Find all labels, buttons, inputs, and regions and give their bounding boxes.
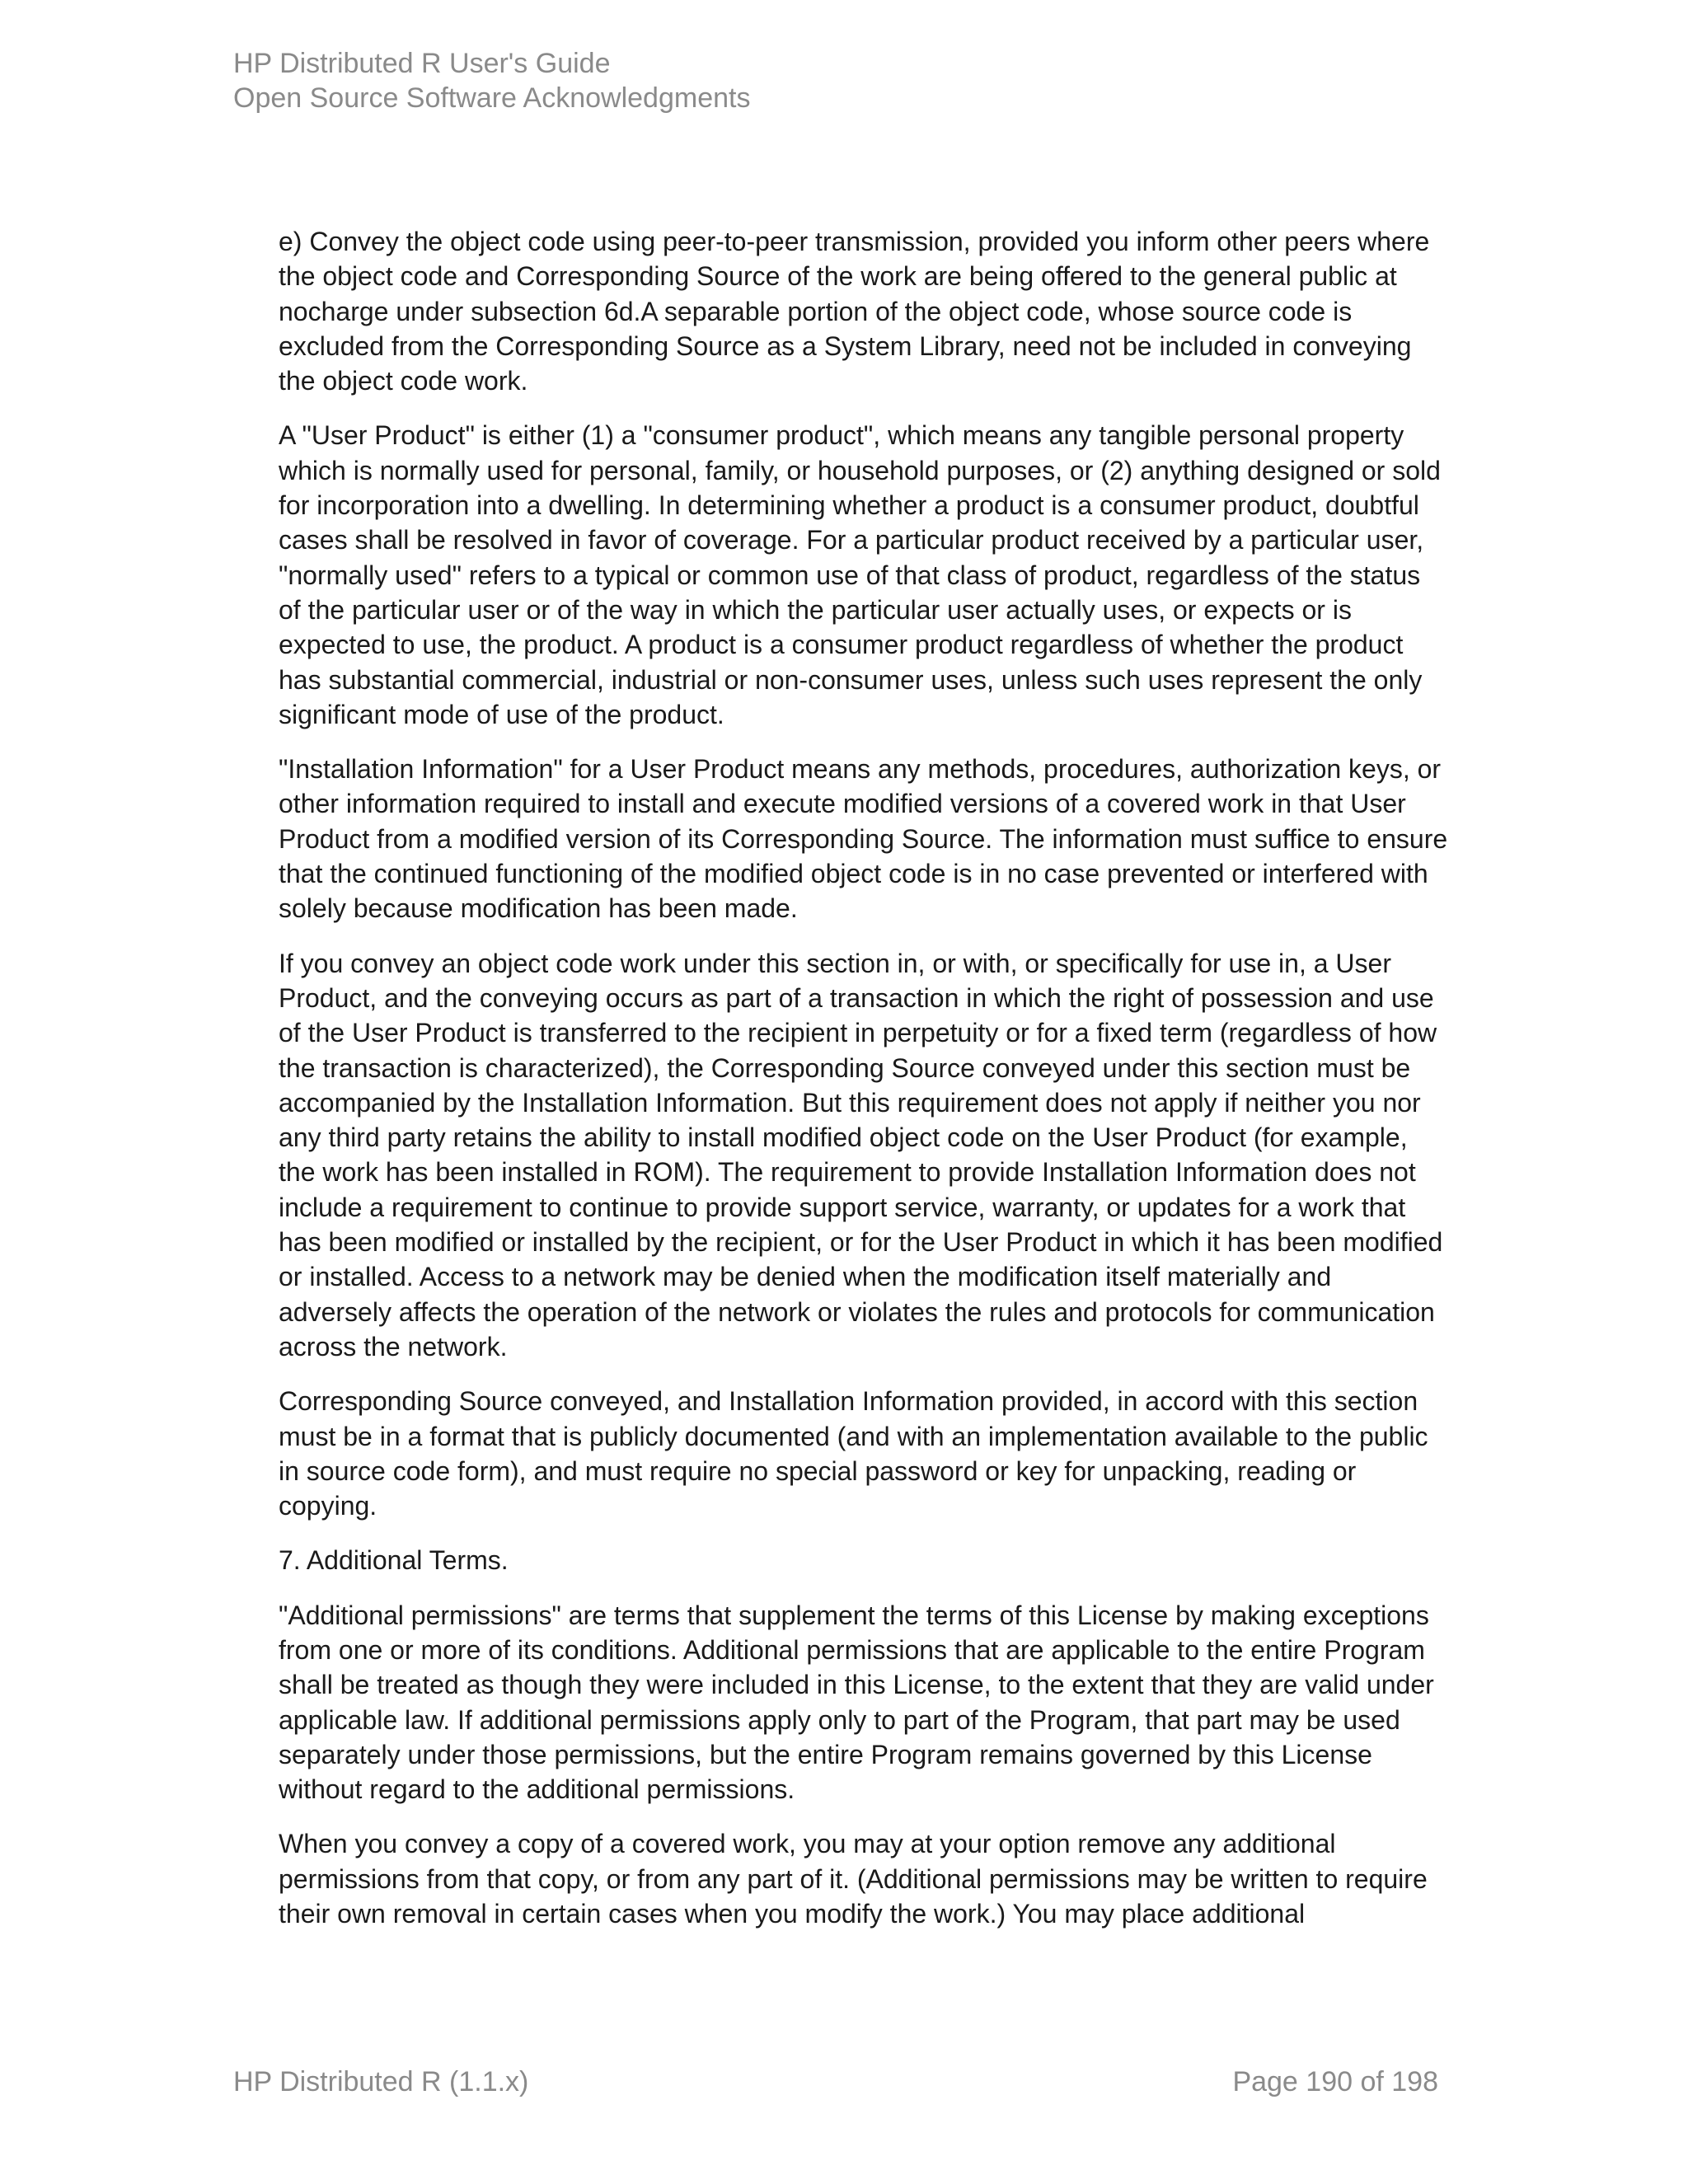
paragraph-6: "Additional permissions" are terms that supplement the terms of this License by making exceptions from one or more of its conditions. Additional permissions that are applicable to the entire Program shall be treated as though they were included in this License, to the extent that they are valid under applicable law. If additional permissions apply only to part of the Program, that part may be used separately under those permissions, but the entire Program remains governed by this License without regard to the additional permissions. bbox=[279, 1600, 1434, 1805]
page-footer bbox=[233, 2064, 1438, 2099]
section-heading: 7. Additional Terms. bbox=[279, 1545, 509, 1576]
footer-product: HP Distributed R (1.1.x) bbox=[233, 2066, 529, 2097]
paragraph-5: Corresponding Source conveyed, and Installation Information provided, in accord with this section must be in a format that is publicly documented (and with an implementation available to the public in source code form), and must require no special password or key for unpacking, reading or copying. bbox=[279, 1386, 1428, 1521]
section-title: Open Source Software Acknowledgments bbox=[233, 82, 751, 114]
page-header bbox=[233, 46, 750, 115]
paragraph-7: When you convey a copy of a covered work, you may at your option remove any additional permissions from that copy, or from any part of it. (Additional permissions may be written to require their own removal in certain cases when you modify the work.) You may place additional bbox=[279, 1829, 1428, 1929]
document-title: HP Distributed R User's Guide bbox=[233, 48, 611, 79]
main-content bbox=[279, 224, 1449, 1951]
paragraph-2: A "User Product" is either (1) a "consumer product", which means any tangible personal property which is normally used for personal, family, or household purposes, or (2) anything designed or sold for incorporation into a dwelling. In determining whether a product is a consumer product, doubtful cases shall be resolved in favor of coverage. For a particular product received by a particular user, "normally used" refers to a typical or common use of that class of product, regardless of the status of the particular user or of the way in which the particular user actually uses, or expects or is expected to use, the product. A product is a consumer product regardless of whether the product has substantial commercial, industrial or non-consumer uses, unless such uses represent the only significant mode of use of the product. bbox=[279, 420, 1441, 729]
paragraph-4: If you convey an object code work under this section in, or with, or specifically for use in, a User Product, and the conveying occurs as part of a transaction in which the right of possession and use of the User Product is transferred to the recipient in perpetuity or for a fixed term (regardless of how the transaction is characterized), the Corresponding Source conveyed under this section must be accompanied by the Installation Information. But this requirement does not apply if neither you nor any third party retains the ability to install modified object code on the User Product (for example, the work has been installed in ROM). The requirement to provide Installation Information does not include a requirement to continue to provide support service, warranty, or updates for a work that has been modified or installed by the recipient, or for the User Product in which it has been modified or installed. Access to a network may be denied when the modification itself materially and adversely affects the operation of the network or violates the rules and protocols for communication across the network. bbox=[279, 948, 1443, 1361]
page-number: Page 190 of 198 bbox=[1232, 2066, 1438, 2097]
paragraph-3: "Installation Information" for a User Product means any methods, procedures, authorization keys, or other information required to install and execute modified versions of a covered work in that User Product from a modified version of its Corresponding Source. The information must suffice to ensure that the continued functioning of the modified object code is in no case prevented or interfered with solely because modification has been made. bbox=[279, 754, 1448, 924]
paragraph-1: e) Convey the object code using peer-to-peer transmission, provided you inform other peers where the object code and Corresponding Source of the work are being offered to the general public at nocharge under subsection 6d.A separable portion of the object code, whose source code is excluded from the Corresponding Source as a System Library, need not be included in conveying the object code work. bbox=[279, 227, 1430, 396]
